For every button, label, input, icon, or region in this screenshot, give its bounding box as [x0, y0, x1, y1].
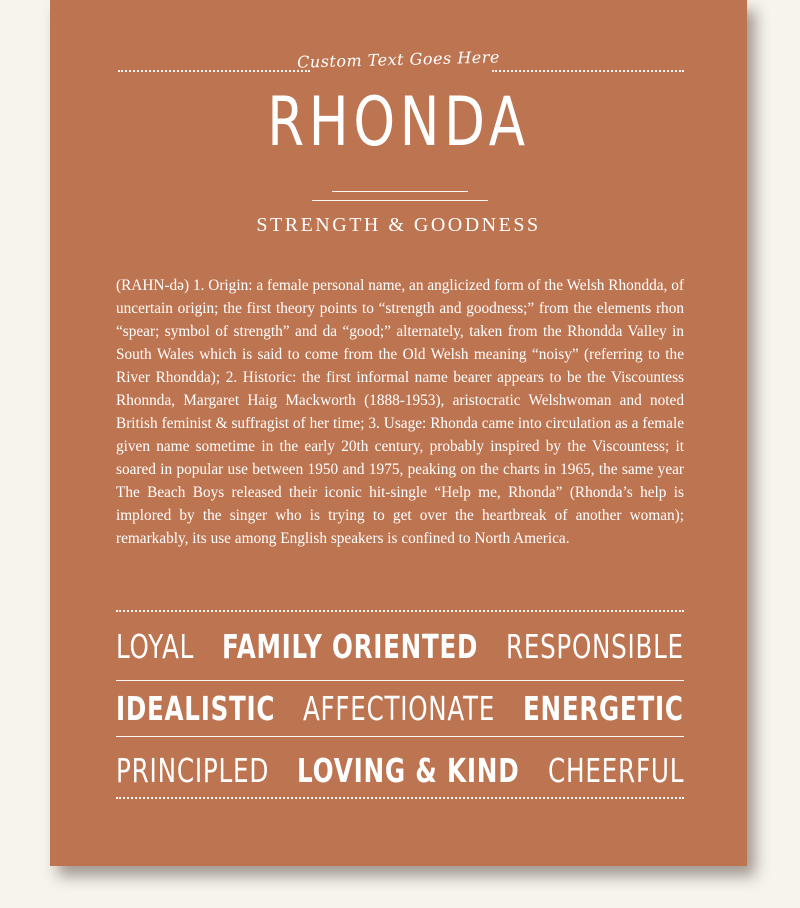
- trait-row-1: [116, 622, 684, 670]
- dotted-rule-traits-top: [116, 610, 684, 612]
- name-title: RHONDA: [267, 83, 530, 162]
- name-poster: [50, 0, 747, 866]
- trait: CHEERFUL: [547, 750, 685, 790]
- name-meaning: STRENGTH & GOODNESS: [256, 214, 541, 236]
- divider-line-bottom: [312, 200, 488, 201]
- trait: PRINCIPLED: [116, 750, 270, 790]
- trait: LOVING & KIND: [297, 750, 520, 790]
- trait: ENERGETIC: [523, 688, 684, 728]
- trait-row-2: [116, 684, 684, 732]
- definition-text: (RAHN-də) 1. Origin: a female personal name, an anglicized form of the Welsh Rhondda, of uncertain origin; the first theory points to “strength and goodness;” from the elements rhon “spear; symbol of strength” and da “good;” alternately, taken from the Rhondda Valley in South Wales which is said to come from the Old Welsh meaning “noisy” (referring to the River Rhondda); 2. Historic: the first informal name bearer appears to be the Viscountess Rhonnda, Margaret Haig Mackworth (1888-1953), aristocratic Welshwoman and noted British feminist & suffragist of her time; 3. Usage: Rhonda came into circulation as a female given name sometime in the early 20th century, probably inspired by the Viscountess; it soared in popular use between 1950 and 1975, peaking on the charts in 1965, the same year The Beach Boys released their iconic hit-single “Help me, Rhonda” (Rhonda’s help is implored by the singer who is trying to get over the heartbreak of another woman); remarkably, its use among English speakers is confined to North America.: [116, 277, 684, 547]
- trait: IDEALISTIC: [116, 688, 276, 728]
- trait-divider-2: [116, 736, 684, 737]
- dotted-rule-right: [492, 70, 684, 72]
- trait: FAMILY ORIENTED: [222, 626, 479, 666]
- custom-text: Custom Text Goes Here: [296, 47, 501, 72]
- trait: AFFECTIONATE: [303, 688, 496, 728]
- name-definition: [116, 274, 684, 550]
- divider-line-top: [332, 191, 468, 192]
- trait-row-3: [116, 746, 684, 794]
- trait: RESPONSIBLE: [506, 626, 684, 666]
- trait: LOYAL: [116, 626, 195, 666]
- trait-divider-1: [116, 680, 684, 681]
- dotted-rule-traits-bottom: [116, 797, 684, 799]
